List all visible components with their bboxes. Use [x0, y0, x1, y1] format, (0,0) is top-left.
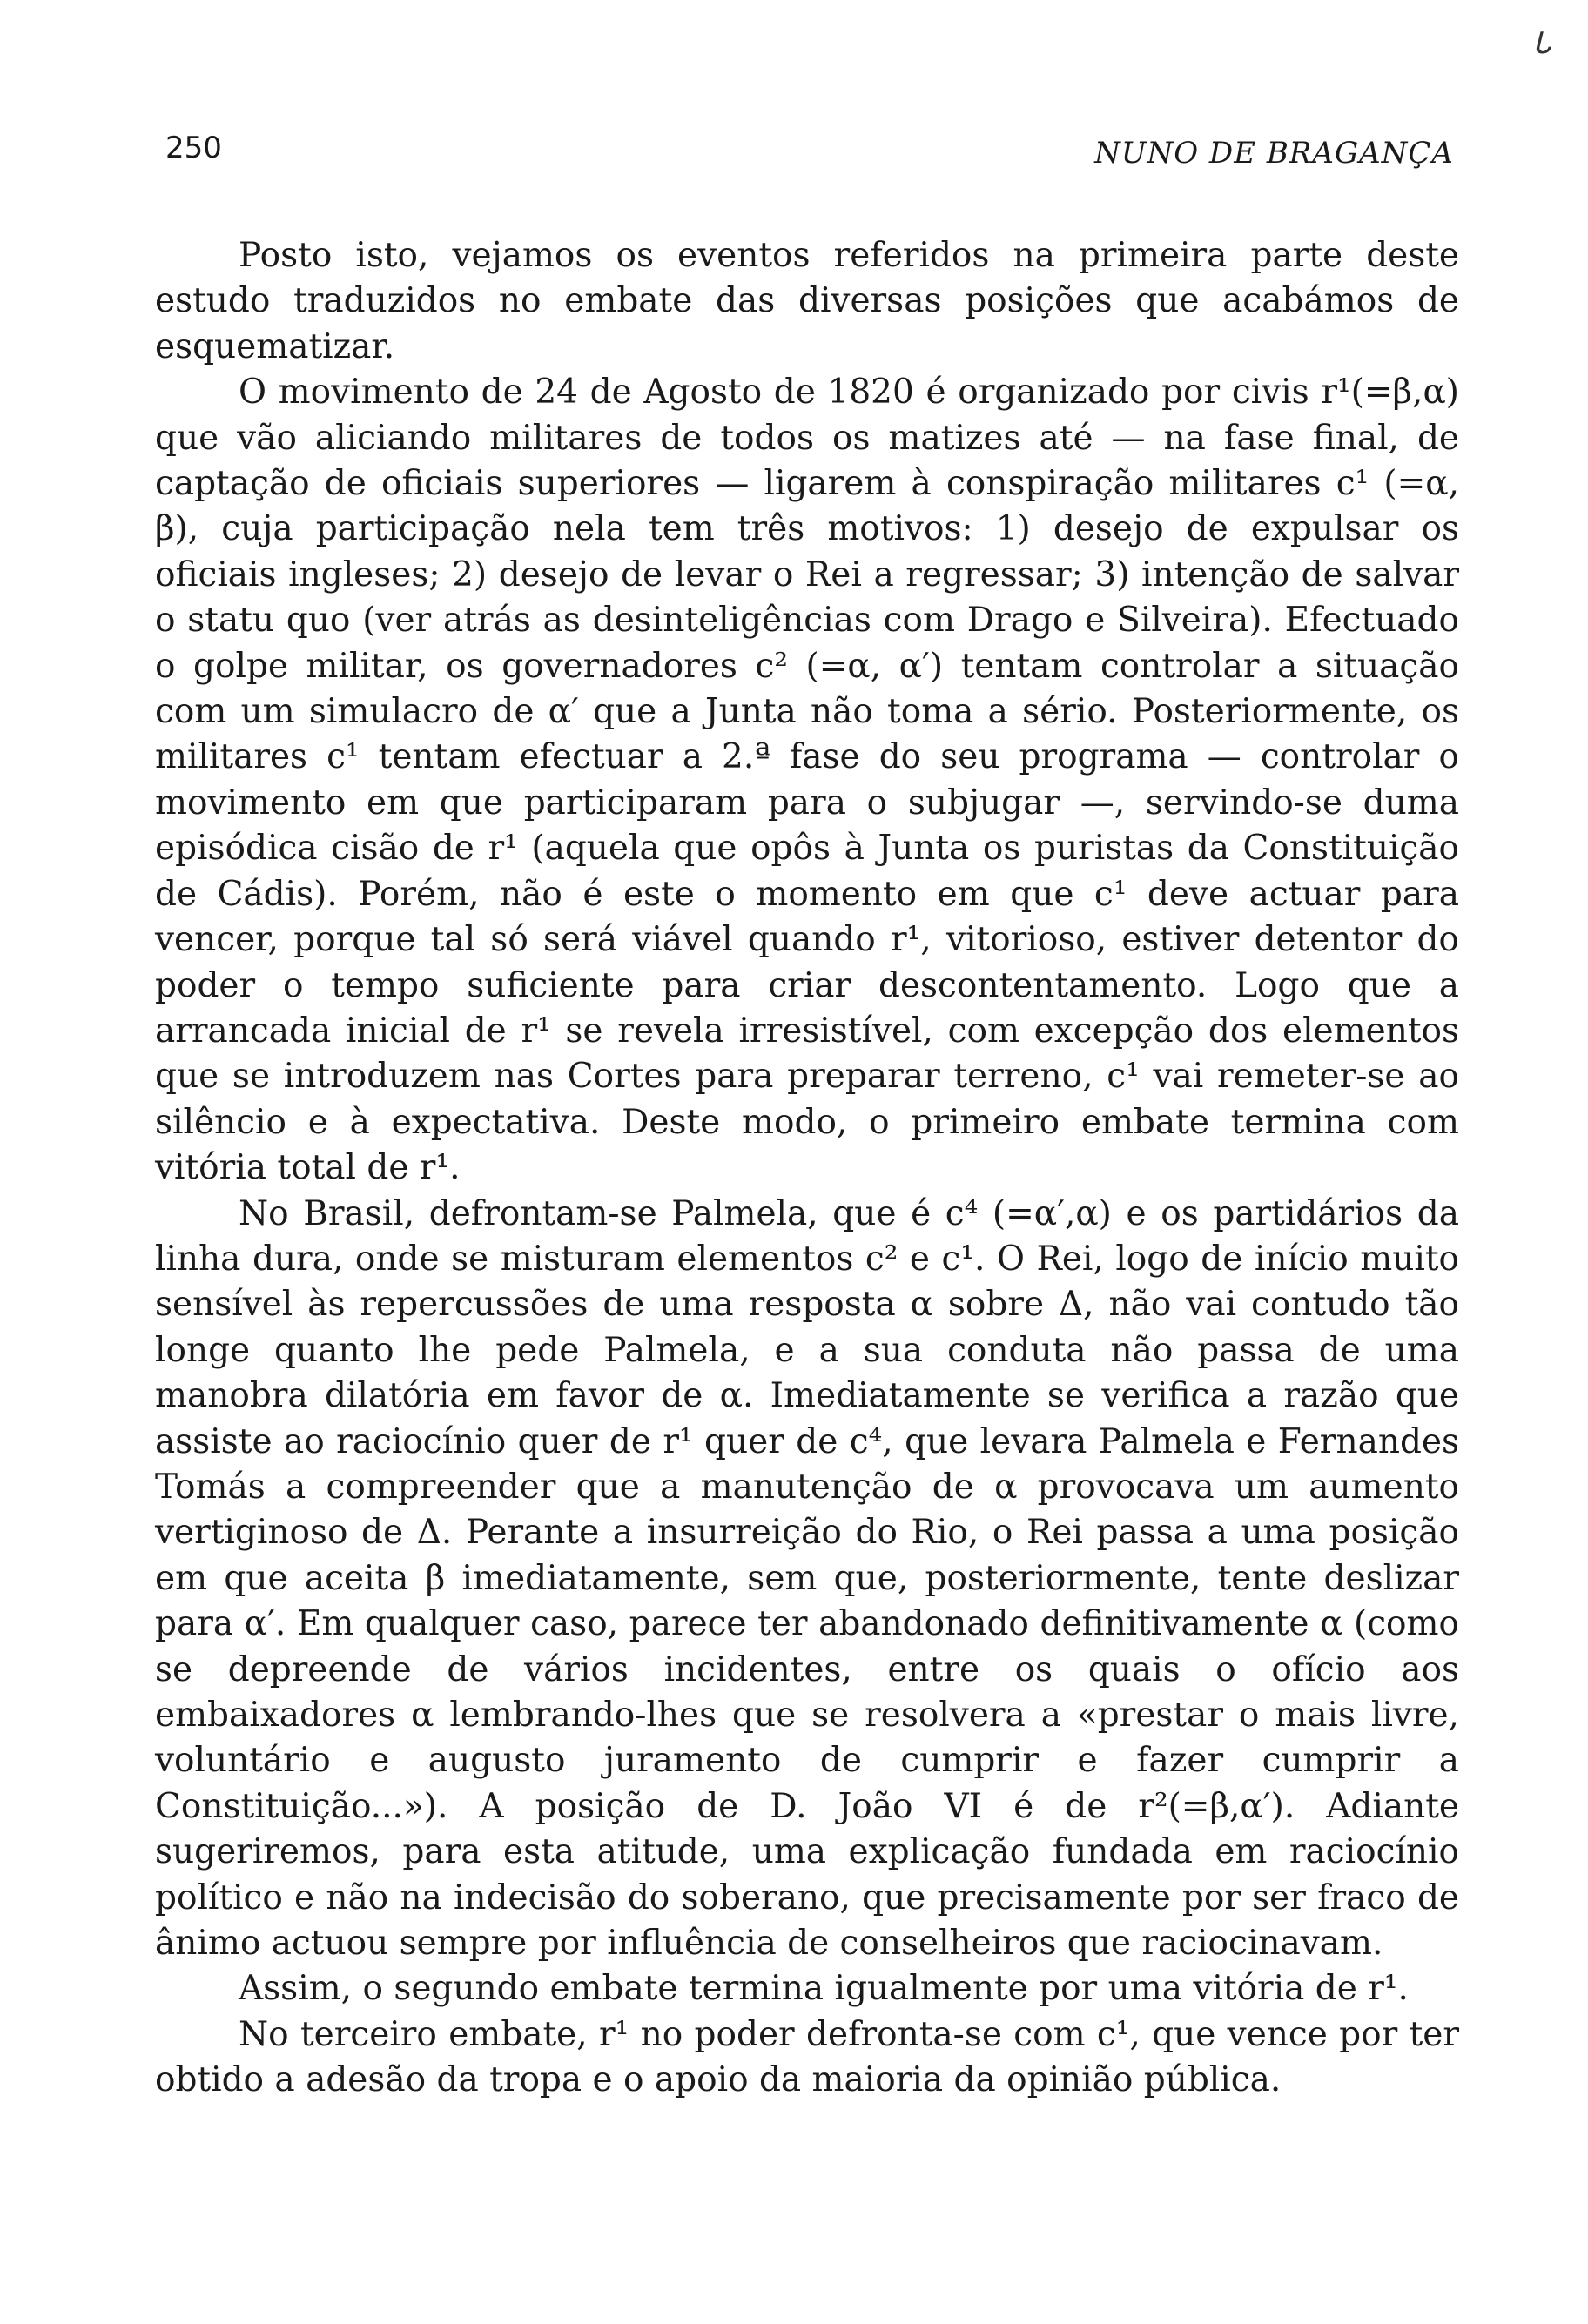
paragraph: O movimento de 24 de Agosto de 1820 é organizado por civis r¹(=β,α) que vão aliciando militares de todos os matizes até — na fase final, de captação de oficiais superiores — ligarem à conspiração militares c¹ (=α, β), cuja participação nela tem três motivos: 1) desejo de expulsar os oficiais ingleses; 2) desejo de levar o Rei a regressar; 3) intenção de salvar o statu quo (ver atrás as desinteligências com Drago e Silveira). Efectuado o golpe militar, os governadores c² (=α, α′) tentam controlar a situação com um simulacro de α′ que a Junta não toma a sério. Posteriormente, os militares c¹ tentam efectuar a 2.ª fase do seu programa — controlar o movimento em que participaram para o subjugar —, servindo-se duma episódica cisão de r¹ (aquela que opôs à Junta os puristas da Constituição de Cádis). Porém, não é este o momento em que c¹ deve actuar para vencer, porque tal só será viável quando r¹, vitorioso, estiver detentor do poder o tempo suficiente para criar descontentamento. Logo que a arrancada inicial de r¹ se revela irresistível, com excepção dos elementos que se introduzem nas Cortes para preparar terreno, c¹ vai remeter-se ao silêncio e à expectativa. Deste modo, o primeiro embate termina com vitória total de r¹.	[155, 373, 1459, 1188]
paragraph: Posto isto, vejamos os eventos referidos na primeira parte deste estudo traduzidos no embate das diversas posições que acabámos de esquematizar.	[155, 236, 1459, 366]
page-number: 250	[165, 131, 222, 165]
paragraph: No terceiro embate, r¹ no poder defronta-se com c¹, que vence por ter obtido a adesão da tropa e o apoio da maioria da opinião pública.	[155, 2014, 1459, 2100]
running-head	[165, 131, 1454, 183]
paragraph: Assim, o segundo embate termina igualmente por uma vitória de r¹.	[239, 1969, 1409, 2009]
paragraph: No Brasil, defrontam-se Palmela, que é c⁴ (=α′,α) e os partidários da linha dura, onde se misturam elementos c² e c¹. O Rei, logo de início muito sensível às repercussões de uma resposta α sobre Δ, não vai contudo tão longe quanto lhe pede Palmela, e a sua conduta não passa de uma manobra dilatória em favor de α. Imediatamente se verifica a razão que assiste ao raciocínio quer de r¹ quer de c⁴, que levara Palmela e Fernandes Tomás a compreender que a manutenção de α provocava um aumento vertiginoso de Δ. Perante a insurreição do Rio, o Rei passa a uma posição em que aceita β imediatamente, sem que, posteriormente, tente deslizar para α′. Em qualquer caso, parece ter abandonado definitivamente α (como se depreende de vários incidentes, entre os quais o ofício aos embaixadores α lembrando-lhes que se resolvera a «prestar o mais livre, voluntário e augusto juramento de cumprir e fazer cumprir a Constituição...»). A posição de D. João VI é de r²(=β,α′). Adiante sugeriremos, para esta atitude, uma explicação fundada em raciocínio político e não na indecisão do soberano, que precisamente por ser fraco de ânimo actuou sempre por influência de conselheiros que raciocinavam.	[155, 1193, 1459, 1964]
pencil-corner-mark: ᒐ	[1532, 26, 1551, 61]
body-text	[155, 233, 1459, 2104]
running-title: NUNO DE BRAGANÇA	[1094, 136, 1454, 171]
